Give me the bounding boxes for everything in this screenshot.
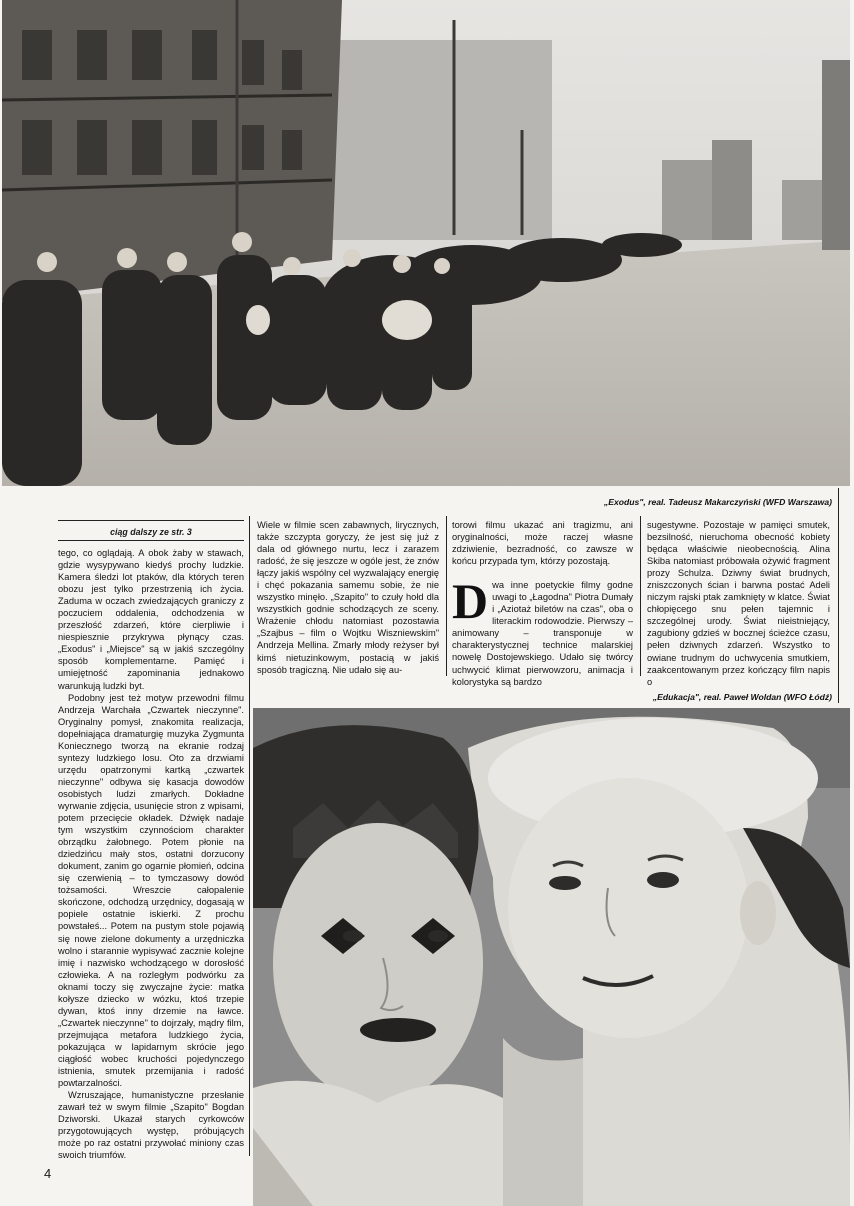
edukacja-photo bbox=[253, 708, 850, 1206]
article-column-1 bbox=[58, 547, 244, 1161]
continuation-rule-bottom bbox=[58, 540, 244, 541]
column3-paragraph-2-text: wa inne poetyckie filmy godne uwagi to „Łagodna" Piotra Dumały i „Aziotaż biletów na czas", oba o literackim rodowodzie. Pierwszy – animowany – transponuje w charakterystycznej technice malarskiej nowelę Dostojewskiego. Udało się twórcy uchwycić klimat pierwowzoru, animacja i kolorystyka są bardzo bbox=[452, 580, 633, 687]
column1-paragraph-3: Wzruszające, humanistyczne przesłanie zawarł też w swym filmie „Szapito" Bogdan Dziworski. Ukazał starych cyrkowców przygotowujących występ, próbujących może po raz ostatni przywołać miniony czas swoich triumfów. bbox=[58, 1090, 244, 1161]
page-right-rule bbox=[838, 488, 839, 703]
continuation-rule-top bbox=[58, 520, 244, 521]
exodus-photo bbox=[2, 0, 850, 486]
continuation-note: ciąg dalszy ze str. 3 bbox=[110, 527, 192, 537]
page-number: 4 bbox=[44, 1166, 52, 1181]
article-column-3 bbox=[452, 519, 633, 688]
bottom-photo-caption: „Edukacja", real. Paweł Woldan (WFO Łódź) bbox=[652, 692, 832, 702]
column1-paragraph-2: Podobny jest też motyw przewodni filmu Andrzeja Warchała „Czwartek nieczynne". Oryginalny pomysł, znakomita realizacja, dopełniająca dramaturgię muzyka Zygmunta Koniecznego tworzą na ekranie rodzaj syntezy ludzkiego losu. Oto za drzwiami urzędu opatrzonymi kartką „czwartek nieczynne" odbywa się kasacja dowodów osobistych ludzi zmarłych. Dokładne wyrwanie zdjęcia, usunięcie stron z wpisami, potem przecięcie okładek. Dźwięk nadaje tym wszystkim czynnościom charakter obrządku żałobnego. Potem płonie na dziedzińcu mały stos, ostatni dorzucony dokument, zanim go ogarnie płomień, odcina się czerwienią – to tymczasowy dowód tożsamości. Wreszcie całopalenie skończone, odchodzą urzędnicy, dogasają w popiele ostatnie iskierki. Z prochu powstałeś... Potem na pustym stole pojawią się nowe zielone dokumenty a urzędniczka wolno i starannie wypisywać zacznie kolejne imię i nazwisko wchodzącego w dorosłość człowieka. A na rozległym podwórku za oknami toczy się zwyczajne życie: matka kołysze dziecko w wózku, ktoś trzepie dywan, ktoś inny drzemie na ławce. „Czwartek nieczynne" to dojrzały, mądry film, przejmująca metafora ludzkiego życia, pokazująca w lapidarnym skrócie jego ciągłość wobec kruchości pojedynczego istnienia, smutek przemijania i radość powtarzalności. bbox=[58, 692, 244, 1089]
column-divider-3 bbox=[640, 516, 641, 676]
edukacja-photo-illustration bbox=[253, 708, 850, 1206]
exodus-photo-illustration bbox=[2, 0, 850, 486]
column-divider-1 bbox=[249, 516, 250, 1156]
column2-paragraph-1: Wiele w filmie scen zabawnych, lirycznych, także szczypta goryczy, że jest się już z dala od głównego nurtu, lecz i zarazem radość, że się jeszcze w ogóle jest, że znów łączy jakiś wspólny cel wyzwalający energię i chęć pokazania samemu sobie, że nie wszystko minęło. „Szapito" to czuły hołd dla wszystkich godnie schodzących ze sceny. Wrażenie chłodu natomiast pozostawia „Szajbus – film o Wojtku Wiszniewskim" Andrzeja Mellina. Zmarły młody reżyser był kimś nietuzinkowym, postacią w jakiś sposób tragiczną. Nie udało się au- bbox=[257, 520, 439, 675]
article-column-4 bbox=[647, 519, 830, 688]
top-photo-caption: „Exodus", real. Tadeusz Makarczyński (WFD Warszawa) bbox=[603, 497, 832, 507]
column3-paragraph-1: torowi filmu ukazać ani tragizmu, ani oryginalności, może raczej własne zdziwienie, bezradność, co zawsze w końcu przypada tym, którzy pozostają. bbox=[452, 520, 633, 567]
article-column-2 bbox=[257, 519, 439, 676]
column1-paragraph-1: tego, co oglądają. A obok żaby w stawach, gdzie wysypywano kiedyś prochy ludzkie. Kamera śledzi lot ptaków, dla których teren obozu jest tylko przestrzenią ich życia. Zaduma w oczach zwiedzających graniczy z poczuciem oddalenia, odchodzenia w przeszłość zdarzeń, które cierpliwie i niespiesznie przykrywa płynący czas. „Exodus" i „Miejsce" są w jakiś szczególny sposób komplementarne. Pamięć i umiejętność zapominania jednakowo warunkują ludzki byt. bbox=[58, 548, 244, 691]
column-divider-2 bbox=[446, 516, 447, 676]
column3-paragraph-2 bbox=[452, 573, 633, 687]
drop-cap: D bbox=[452, 573, 489, 630]
column4-paragraph-1: sugestywne. Pozostaje w pamięci smutek, bezsilność, nieruchoma obecność kobiety będąca właściwie nieobecnością. Alina Skiba natomiast próbowała ożywić fragment prozy Schulza. Dziwny świat brudnych, zniszczonych ścian i barwna postać Adeli niczym rajski ptak zamknięty w klatce. Świat chłopięcego snu pełen tajemnic i szczególnej urody. Świat nieistniejący, zagubiony gdzieś w bocznej ścieżce czasu, pełen dziwnych zdarzeń. Wszystko to owiane trudnym do uchwycenia smutkiem, zaakcentowanym przez kończący film napis o bbox=[647, 520, 830, 687]
